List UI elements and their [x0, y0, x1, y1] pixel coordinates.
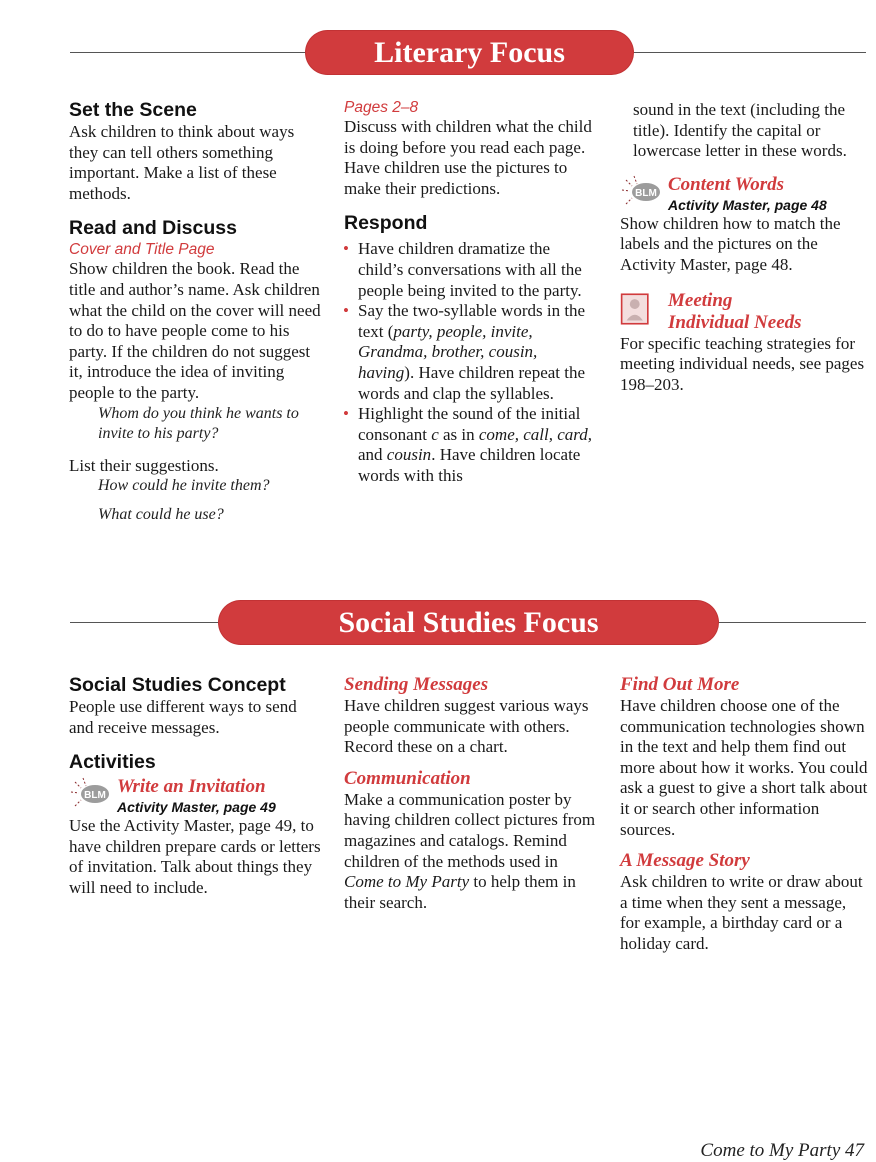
- social-left-column: [69, 673, 325, 899]
- respond-bullet-3: [344, 404, 596, 486]
- blm-icon: [620, 174, 664, 210]
- bullet3-end: . Have children locate words with this: [358, 445, 581, 485]
- content-words-text: Show children how to match the labels and the pictures on the Activity Master, page 48.: [620, 213, 841, 274]
- blm-icon: [69, 776, 113, 812]
- meeting-text: For specific teaching strategies for meeting individual needs, see pages 198–203.: [620, 333, 865, 394]
- communication-book-title: Come to My Party: [344, 872, 470, 892]
- sending-messages-heading: Sending Messages: [344, 674, 489, 695]
- bullet2-text-a: Say the two-syllable words in the text (: [358, 301, 586, 341]
- svg-text:BLM: BLM: [84, 790, 106, 802]
- bullet3-and: and: [358, 445, 387, 465]
- content-words-block: [620, 174, 866, 214]
- respond-bullet-2: [344, 301, 596, 404]
- communication-text: [344, 790, 598, 914]
- pages-text: Discuss with children what the child is doing before you read each page. Have children use the pictures to make their predictions.: [344, 117, 592, 198]
- bullet3-cousin: cousin: [386, 445, 432, 465]
- literary-middle-column: [344, 98, 596, 487]
- meeting-needs-block: [620, 290, 866, 334]
- literary-right-column: [620, 100, 866, 395]
- find-out-more-text: Have children choose one of the communication technologies shown in the text and help them find out more about how it works. You could ask a guest to give a short talk about it or search other information sources.: [620, 696, 868, 839]
- content-words-activity-master: Activity Master, page 48: [668, 196, 827, 213]
- communication-heading: Communication: [344, 767, 471, 789]
- content-words-heading: Content Words: [668, 173, 784, 195]
- find-out-more-heading: Find Out More: [620, 674, 740, 695]
- read-and-discuss-heading: Read and Discuss: [69, 217, 237, 240]
- write-invitation-block: [69, 776, 325, 816]
- svg-text:BLM: BLM: [635, 187, 657, 199]
- continued-text: sound in the text (including the title). Identify the capital or lowercase letter in these words.: [633, 100, 847, 161]
- list-suggestions-text: List their suggestions.: [69, 455, 219, 475]
- social-concept-heading: Social Studies Concept: [69, 674, 286, 696]
- bullet2-text-b: ). Have children repeat the words and clap the syllables.: [358, 362, 586, 403]
- respond-heading: Respond: [344, 212, 428, 235]
- literary-focus-banner: Literary Focus: [306, 31, 633, 74]
- individual-needs-icon: [620, 290, 656, 328]
- meeting-heading-line1: Meeting: [668, 289, 733, 311]
- social-studies-focus-banner: Social Studies Focus: [219, 601, 718, 644]
- set-the-scene-text: Ask children to think about ways they can tell others something important. Make a list of these methods.: [69, 122, 295, 203]
- write-invitation-activity-master: Activity Master, page 49: [117, 799, 276, 816]
- bullet3-as-in: as in: [438, 424, 479, 444]
- cover-and-title-page-subhead: Cover and Title Page: [69, 241, 215, 259]
- write-invitation-text: Use the Activity Master, page 49, to have children prepare cards or letters of invitation. Talk about things they will need to include.: [69, 816, 321, 897]
- bullet3-text-a: Highlight the sound of the initial consonant: [358, 404, 581, 444]
- write-invitation-heading: Write an Invitation: [117, 776, 266, 798]
- bullet3-words: come, call, card,: [478, 424, 593, 444]
- literary-left-column: [69, 98, 325, 526]
- bullet3-letter: c: [431, 424, 439, 444]
- sending-messages-text: Have children suggest various ways people communicate with others. Record these on a chart.: [344, 696, 589, 757]
- question-whom: Whom do you think he wants to invite to his party?: [98, 404, 299, 443]
- communication-text-a: Make a communication poster by having children collect pictures from magazines and catalogs. Remind children of the methods used in: [344, 789, 596, 871]
- social-concept-text: People use different ways to send and receive messages.: [69, 697, 297, 737]
- set-the-scene-heading: Set the Scene: [69, 99, 197, 121]
- page-footer: Come to My Party 47: [700, 1140, 864, 1161]
- message-story-text: Ask children to write or draw about a time when they sent a message, for example, a birthday card or a holiday card.: [620, 872, 863, 953]
- question-what: What could he use?: [98, 505, 224, 523]
- respond-bullet-1: • Have children dramatize the child’s conversations with all the people being invited to the party.: [344, 239, 596, 301]
- pages-subhead: Pages 2–8: [344, 99, 419, 116]
- communication-text-b: to help them in their search.: [344, 872, 576, 912]
- activities-heading: Activities: [69, 751, 156, 774]
- message-story-heading: A Message Story: [620, 850, 750, 872]
- bullet2-words: party, people, invite, Grandma, brother, cousin, having: [358, 321, 538, 382]
- cover-text: Show children the book. Read the title and author’s name. Ask children what the child on the cover will need to do to have people come to his party. If the children do not suggest it, introduce the idea of inviting people to the party.: [69, 259, 321, 402]
- question-how: How could he invite them?: [98, 477, 270, 495]
- meeting-heading-line2: Individual Needs: [668, 311, 802, 333]
- social-middle-column: [344, 674, 598, 913]
- social-right-column: [620, 674, 870, 955]
